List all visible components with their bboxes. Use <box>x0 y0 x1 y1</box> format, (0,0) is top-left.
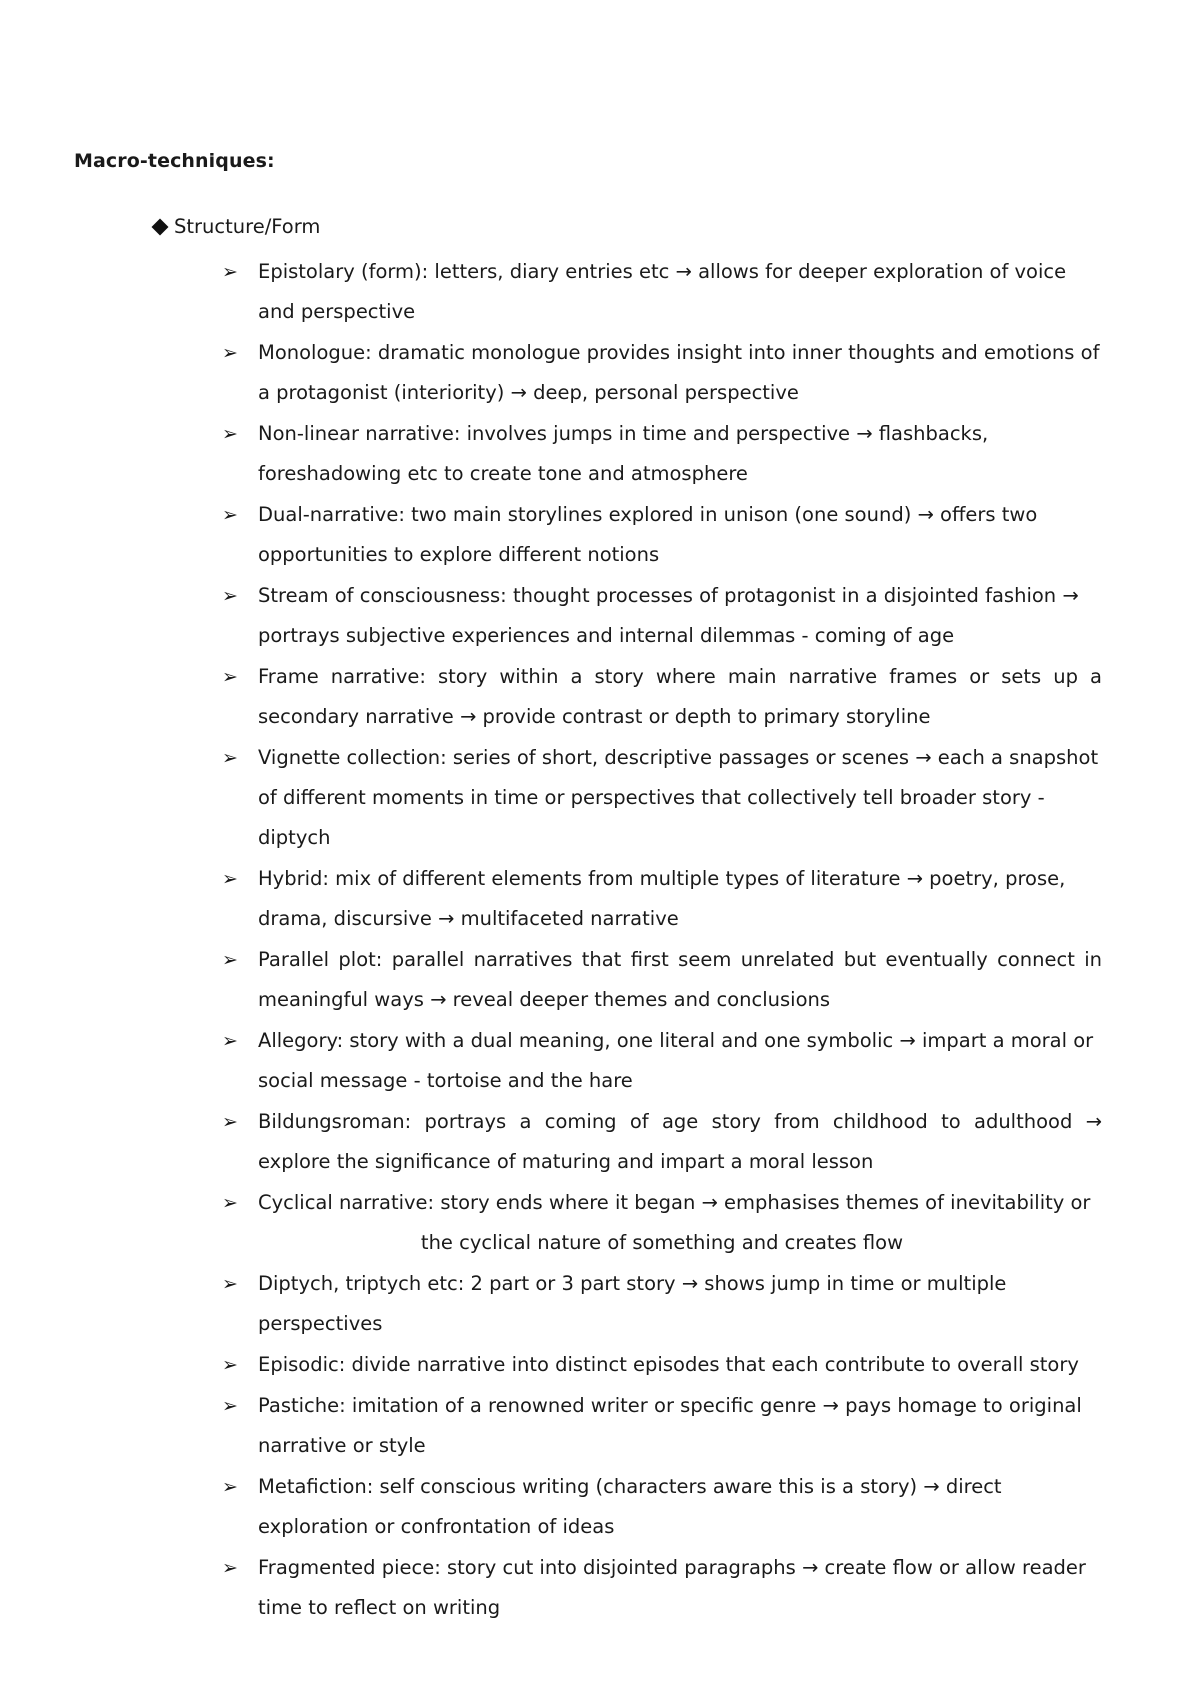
list-item <box>222 1021 1102 1101</box>
arrow-bullet-icon: ➢ <box>222 1273 238 1295</box>
list-item-text-continued: the cyclical nature of something and creates flow <box>420 1231 904 1254</box>
arrow-bullet-icon: ➢ <box>222 1354 238 1376</box>
list-item <box>222 1345 1102 1385</box>
arrow-bullet-icon: ➢ <box>222 747 238 769</box>
arrow-bullet-icon: ➢ <box>222 1030 238 1052</box>
list-item <box>222 940 1102 1020</box>
arrow-bullet-icon: ➢ <box>222 1476 238 1498</box>
list-item-text: Non-linear narrative: involves jumps in time and perspective → flashbacks, foreshadowing etc to create tone and atmosphere <box>258 422 989 485</box>
arrow-bullet-icon: ➢ <box>222 949 238 971</box>
arrow-bullet-icon: ➢ <box>222 1192 238 1214</box>
list-item-text: Stream of consciousness: thought processes of protagonist in a disjointed fashion → portrays subjective experiences and internal dilemmas - coming of age <box>258 584 1079 647</box>
list-item <box>222 495 1102 575</box>
list-item <box>222 1102 1102 1182</box>
arrow-bullet-icon: ➢ <box>222 666 238 688</box>
list-item <box>222 657 1102 737</box>
arrow-bullet-icon: ➢ <box>222 1395 238 1417</box>
list-item <box>222 1264 1102 1344</box>
list-item <box>222 414 1102 494</box>
list-item <box>222 252 1102 332</box>
list-item-text: Vignette collection: series of short, descriptive passages or scenes → each a snapshot of different moments in time or perspectives that collectively tell broader story - diptych <box>258 746 1099 849</box>
list-item-text: Allegory: story with a dual meaning, one literal and one symbolic → impart a moral or social message - tortoise and the hare <box>258 1029 1094 1092</box>
page-heading: Macro-techniques: <box>74 150 275 172</box>
list-item-text: Parallel plot: parallel narratives that first seem unrelated but eventually connect in meaningful ways → reveal deeper themes and conclusions <box>258 948 1102 1011</box>
list-item <box>222 333 1102 413</box>
list-item-text: Fragmented piece: story cut into disjointed paragraphs → create flow or allow reader time to reflect on writing <box>258 1556 1086 1619</box>
list-item-text: Monologue: dramatic monologue provides insight into inner thoughts and emotions of a protagonist (interiority) → deep, personal perspective <box>258 341 1100 404</box>
diamond-bullet-icon <box>152 218 169 235</box>
list-item <box>222 1183 1102 1263</box>
arrow-bullet-icon: ➢ <box>222 504 238 526</box>
list-item-text: Hybrid: mix of different elements from multiple types of literature → poetry, prose, drama, discursive → multifaceted narrative <box>258 867 1066 930</box>
list-item <box>222 576 1102 656</box>
list-item-text: Episodic: divide narrative into distinct episodes that each contribute to overall story <box>258 1353 1079 1376</box>
list-item-text: Diptych, triptych etc: 2 part or 3 part story → shows jump in time or multiple perspectives <box>258 1272 1007 1335</box>
arrow-bullet-icon: ➢ <box>222 868 238 890</box>
list-item-text: Epistolary (form): letters, diary entries etc → allows for deeper exploration of voice and perspective <box>258 260 1067 323</box>
list-item-text: Cyclical narrative: story ends where it began → emphasises themes of inevitability or <box>258 1191 1091 1214</box>
technique-list <box>222 252 1102 1629</box>
list-item <box>222 1548 1102 1628</box>
list-item <box>222 859 1102 939</box>
list-item-text: Bildungsroman: portrays a coming of age story from childhood to adulthood → explore the significance of maturing and impart a moral lesson <box>258 1110 1102 1173</box>
list-item <box>222 738 1102 858</box>
arrow-bullet-icon: ➢ <box>222 261 238 283</box>
list-item-text: Frame narrative: story within a story where main narrative frames or sets up a secondary narrative → provide contrast or depth to primary storyline <box>258 665 1102 728</box>
arrow-bullet-icon: ➢ <box>222 585 238 607</box>
section-label: Structure/Form <box>174 215 321 238</box>
list-item-text: Pastiche: imitation of a renowned writer or specific genre → pays homage to original narrative or style <box>258 1394 1082 1457</box>
section-heading <box>152 215 320 238</box>
arrow-bullet-icon: ➢ <box>222 423 238 445</box>
list-item-text: Metafiction: self conscious writing (characters aware this is a story) → direct exploration or confrontation of ideas <box>258 1475 1002 1538</box>
arrow-bullet-icon: ➢ <box>222 1111 238 1133</box>
list-item <box>222 1386 1102 1466</box>
arrow-bullet-icon: ➢ <box>222 342 238 364</box>
list-item <box>222 1467 1102 1547</box>
list-item-text: Dual-narrative: two main storylines explored in unison (one sound) → offers two opportunities to explore different notions <box>258 503 1038 566</box>
arrow-bullet-icon: ➢ <box>222 1557 238 1579</box>
